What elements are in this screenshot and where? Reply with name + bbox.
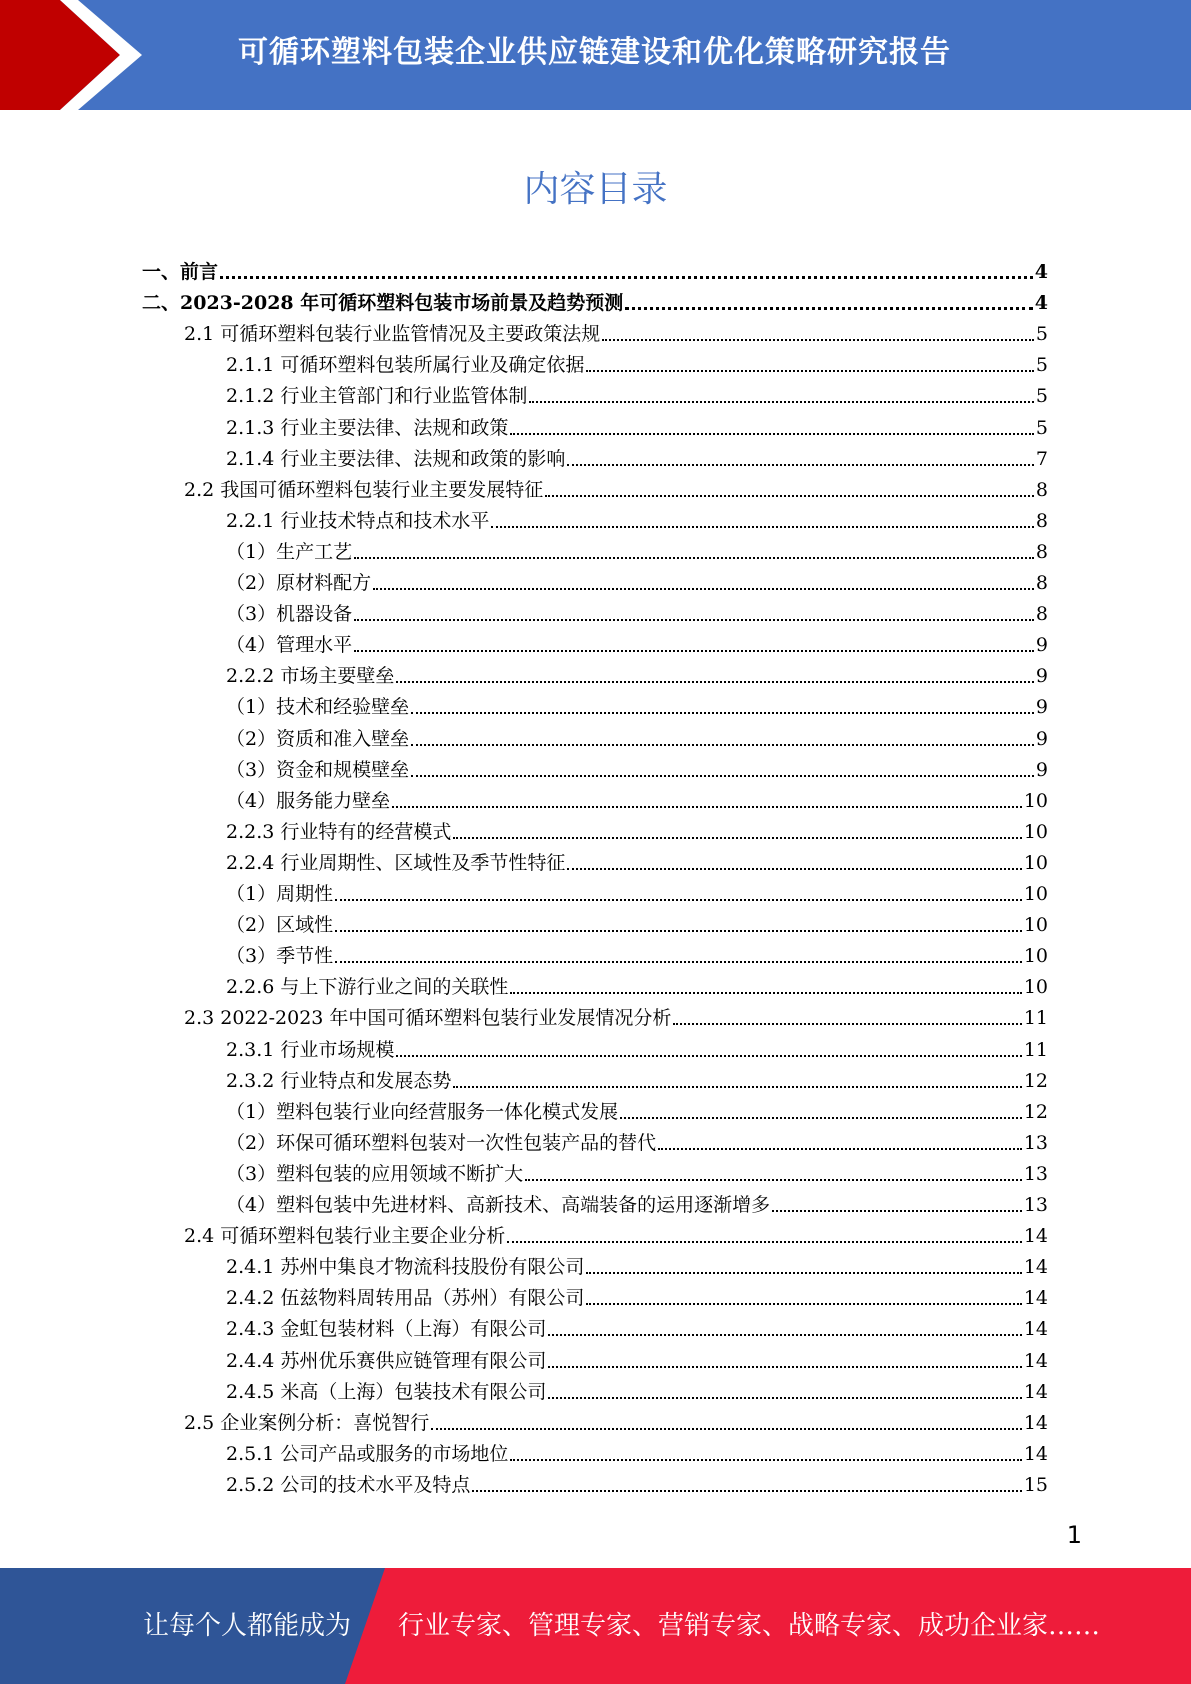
toc-entry[interactable]	[184, 316, 1048, 347]
toc-entry[interactable]	[226, 1374, 1048, 1405]
toc-entry[interactable]	[226, 627, 1048, 658]
toc-leader-dots	[529, 401, 1034, 403]
toc-entry-label: 2.4.4 苏州优乐赛供应链管理有限公司	[226, 1349, 547, 1372]
toc-leader-dots	[545, 495, 1034, 497]
toc-entry[interactable]	[226, 658, 1048, 689]
toc-leader-dots	[396, 1055, 1021, 1057]
toc-entry-label: （4）服务能力壁垒	[226, 789, 391, 812]
toc-entry-label: 2.1.3 行业主要法律、法规和政策	[226, 416, 509, 439]
toc-leader-dots	[354, 557, 1034, 559]
toc-leader-dots	[673, 1023, 1021, 1025]
toc-entry-page: 4	[1034, 261, 1048, 283]
toc-entry-page: 9	[1035, 758, 1048, 781]
toc-entry-label: （1）技术和经验壁垒	[226, 696, 410, 719]
toc-entry-page: 13	[1023, 1162, 1048, 1185]
toc-entry[interactable]	[226, 1343, 1048, 1374]
header-arrow-decoration	[0, 0, 160, 110]
toc-leader-dots	[491, 526, 1034, 528]
toc-leader-dots	[220, 276, 1033, 279]
toc-entry-label: 2.1.4 行业主要法律、法规和政策的影响	[226, 447, 566, 470]
toc-leader-dots	[525, 1179, 1022, 1181]
toc-entry-page: 9	[1035, 634, 1048, 657]
toc-entry[interactable]	[226, 1311, 1048, 1342]
toc-entry[interactable]	[226, 1032, 1048, 1063]
toc-leader-dots	[373, 588, 1034, 590]
toc-entry-page: 11	[1023, 1007, 1048, 1030]
toc-entry[interactable]	[226, 876, 1048, 907]
toc-leader-dots	[453, 1086, 1021, 1088]
toc-leader-dots	[354, 650, 1034, 652]
toc-entry-page: 9	[1035, 665, 1048, 688]
toc-entry-label: 2.1.2 行业主管部门和行业监管体制	[226, 385, 528, 408]
toc-entry[interactable]	[226, 969, 1048, 1000]
toc-leader-dots	[411, 712, 1034, 714]
toc-entry[interactable]	[226, 596, 1048, 627]
toc-entry-page: 14	[1023, 1380, 1048, 1403]
toc-leader-dots	[354, 619, 1034, 621]
toc-leader-dots	[602, 339, 1034, 341]
toc-entry-page: 8	[1035, 603, 1048, 626]
toc-entry[interactable]	[226, 1125, 1048, 1156]
toc-leader-dots	[586, 1303, 1021, 1305]
toc-entry[interactable]	[184, 1218, 1048, 1249]
toc-entry-page: 10	[1023, 851, 1048, 874]
toc-entry[interactable]	[226, 347, 1048, 378]
footer-slogan-right: 行业专家、管理专家、营销专家、战略专家、成功企业家……	[398, 1611, 1101, 1641]
toc-entry-page: 11	[1023, 1038, 1048, 1061]
toc-leader-dots	[472, 1490, 1021, 1492]
toc-entry-page: 10	[1023, 789, 1048, 812]
toc-entry[interactable]	[226, 938, 1048, 969]
toc-entry-page: 14	[1023, 1349, 1048, 1372]
toc-entry-page: 8	[1035, 572, 1048, 594]
toc-entry[interactable]	[226, 410, 1048, 441]
toc-entry-label: 2.5.1 公司产品或服务的市场地位	[226, 1442, 509, 1465]
toc-leader-dots	[507, 1241, 1022, 1243]
toc-entry[interactable]	[226, 565, 1048, 596]
toc-entry[interactable]	[226, 441, 1048, 472]
toc-leader-dots	[335, 930, 1022, 932]
toc-entry[interactable]	[226, 1187, 1048, 1218]
toc-entry-label: 2.2.3 行业特有的经营模式	[226, 820, 452, 843]
toc-entry-page: 9	[1035, 727, 1048, 750]
toc-entry[interactable]	[226, 721, 1048, 752]
toc-entry[interactable]	[184, 1405, 1048, 1436]
toc-entry-page: 10	[1023, 883, 1048, 905]
toc-entry-label: （3）塑料包装的应用领域不断扩大	[226, 1162, 524, 1185]
toc-heading: 内容目录	[523, 169, 668, 210]
toc-entry[interactable]	[226, 1063, 1048, 1094]
toc-entry[interactable]	[226, 907, 1048, 938]
toc-entry-label: （2）原材料配方	[226, 572, 372, 594]
toc-leader-dots	[586, 1272, 1021, 1274]
toc-entry[interactable]	[142, 254, 1048, 285]
toc-entry-page: 7	[1035, 447, 1048, 470]
toc-entry-label: （3）资金和规模壁垒	[226, 758, 410, 781]
toc-leader-dots	[396, 681, 1034, 683]
toc-entry-label: 2.3.2 行业特点和发展态势	[226, 1069, 452, 1092]
toc-leader-dots	[411, 744, 1034, 746]
toc-leader-dots	[620, 1117, 1022, 1119]
toc-entry-page: 5	[1035, 385, 1048, 408]
toc-entry[interactable]	[226, 378, 1048, 409]
toc-entry-page: 14	[1023, 1442, 1048, 1465]
footer-banner	[0, 1568, 1191, 1684]
toc-leader-dots	[586, 370, 1034, 372]
toc-entry-label: （1）塑料包装行业向经营服务一体化模式发展	[226, 1100, 619, 1123]
footer-slogan-left: 让每个人都能成为	[143, 1611, 352, 1641]
toc-entry-label: 2.4 可循环塑料包装行业主要企业分析	[184, 1225, 506, 1248]
toc-entry-label: 2.1 可循环塑料包装行业监管情况及主要政策法规	[184, 323, 601, 346]
toc-entry-label: （3）机器设备	[226, 603, 353, 626]
toc-leader-dots	[567, 464, 1034, 466]
toc-entry-label: 一、前言	[142, 261, 219, 283]
toc-entry-page: 15	[1023, 1473, 1048, 1496]
toc-entry-label: 2.2 我国可循环塑料包装行业主要发展特征	[184, 478, 544, 501]
toc-entry[interactable]	[226, 1280, 1048, 1311]
toc-leader-dots	[335, 899, 1022, 901]
toc-entry-page: 13	[1023, 1194, 1048, 1216]
toc-entry-page: 12	[1023, 1069, 1048, 1092]
toc-leader-dots	[510, 433, 1034, 435]
toc-leader-dots	[510, 1459, 1021, 1461]
toc-entry-label: 2.2.4 行业周期性、区域性及季节性特征	[226, 851, 566, 874]
toc-entry-page: 8	[1035, 478, 1048, 501]
toc-entry[interactable]	[226, 1249, 1048, 1280]
toc-entry[interactable]	[226, 752, 1048, 783]
toc-entry[interactable]	[226, 1156, 1048, 1187]
toc-entry-label: 2.1.1 可循环塑料包装所属行业及确定依据	[226, 354, 585, 377]
toc-entry-label: （1）生产工艺	[226, 540, 353, 563]
toc-entry-label: （1）周期性	[226, 883, 334, 905]
toc-entry[interactable]	[226, 534, 1048, 565]
toc-entry-label: （4）塑料包装中先进材料、高新技术、高端装备的运用逐渐增多	[226, 1194, 771, 1216]
toc-leader-dots	[510, 992, 1021, 994]
toc-leader-dots	[548, 1334, 1021, 1336]
toc-leader-dots	[335, 961, 1022, 963]
toc-entry-label: 2.3 2022-2023 年中国可循环塑料包装行业发展情况分析	[184, 1007, 672, 1030]
toc-entry[interactable]	[226, 845, 1048, 876]
toc-entry-page: 9	[1035, 696, 1048, 719]
toc-entry-label: 2.4.5 米高（上海）包装技术有限公司	[226, 1380, 547, 1403]
toc-leader-dots	[411, 775, 1034, 777]
toc-entry-page: 5	[1035, 416, 1048, 439]
toc-entry-label: （2）环保可循环塑料包装对一次性包装产品的替代	[226, 1131, 657, 1154]
toc-entry-page: 14	[1023, 1318, 1048, 1341]
toc-leader-dots	[567, 868, 1021, 870]
toc-entry-page: 14	[1023, 1256, 1048, 1279]
toc-entry-page: 14	[1023, 1287, 1048, 1310]
toc-entry[interactable]	[142, 285, 1048, 316]
toc-entry-label: （2）区域性	[226, 914, 334, 937]
toc-entry[interactable]	[226, 783, 1048, 814]
toc-entry-label: （3）季节性	[226, 945, 334, 968]
toc-leader-dots	[772, 1210, 1022, 1212]
toc-entry-label: 2.4.3 金虹包装材料（上海）有限公司	[226, 1318, 547, 1341]
toc-leader-dots	[658, 1148, 1022, 1150]
toc-entry[interactable]	[184, 1000, 1048, 1031]
toc-entry-page: 12	[1023, 1100, 1048, 1123]
toc-leader-dots	[431, 1428, 1022, 1430]
toc-entry-page: 8	[1035, 540, 1048, 563]
toc-entry-page: 14	[1023, 1225, 1048, 1248]
toc-leader-dots	[392, 806, 1022, 808]
toc-entry[interactable]	[226, 1436, 1048, 1467]
toc-entry[interactable]	[226, 814, 1048, 845]
toc-entry-page: 8	[1035, 509, 1048, 532]
toc-entry-label: 2.4.2 伍兹物料周转用品（苏州）有限公司	[226, 1287, 585, 1310]
toc-entry[interactable]	[226, 1094, 1048, 1125]
toc-leader-dots	[548, 1366, 1021, 1368]
toc-entry-page: 10	[1023, 945, 1048, 968]
toc-entry-label: 2.4.1 苏州中集良才物流科技股份有限公司	[226, 1256, 585, 1279]
toc-entry[interactable]	[226, 503, 1048, 534]
toc-entry[interactable]	[226, 689, 1048, 720]
report-title: 可循环塑料包装企业供应链建设和优化策略研究报告	[238, 35, 951, 70]
page-number: 1	[1066, 1521, 1082, 1549]
toc-entry-label: 2.5.2 公司的技术水平及特点	[226, 1473, 471, 1496]
toc-entry[interactable]	[226, 1467, 1048, 1498]
toc-entry-label: 2.2.1 行业技术特点和技术水平	[226, 509, 490, 532]
toc-entry-page: 10	[1023, 976, 1048, 999]
toc-entry-label: 2.2.2 市场主要壁垒	[226, 665, 395, 688]
toc-leader-dots	[548, 1397, 1021, 1399]
toc-entry-page: 5	[1035, 323, 1048, 346]
toc-entry[interactable]	[184, 472, 1048, 503]
toc-entry-page: 10	[1023, 914, 1048, 937]
toc-leader-dots	[453, 837, 1021, 839]
toc-entry-label: （4）管理水平	[226, 634, 353, 657]
header-banner	[0, 0, 1191, 110]
toc-entry-page: 10	[1023, 820, 1048, 843]
toc-entry-page: 4	[1034, 292, 1048, 315]
toc-entry-page: 14	[1023, 1411, 1048, 1434]
toc-entry-page: 13	[1023, 1131, 1048, 1154]
toc-entry-label: 2.3.1 行业市场规模	[226, 1038, 395, 1061]
toc-entry-label: 2.5 企业案例分析：喜悦智行	[184, 1411, 430, 1434]
toc-leader-dots	[625, 307, 1033, 310]
toc-entry-page: 5	[1035, 354, 1048, 377]
toc-entry-label: 2.2.6 与上下游行业之间的关联性	[226, 976, 509, 999]
toc-entry-label: 二、2023-2028 年可循环塑料包装市场前景及趋势预测	[142, 292, 624, 315]
toc-entry-label: （2）资质和准入壁垒	[226, 727, 410, 750]
